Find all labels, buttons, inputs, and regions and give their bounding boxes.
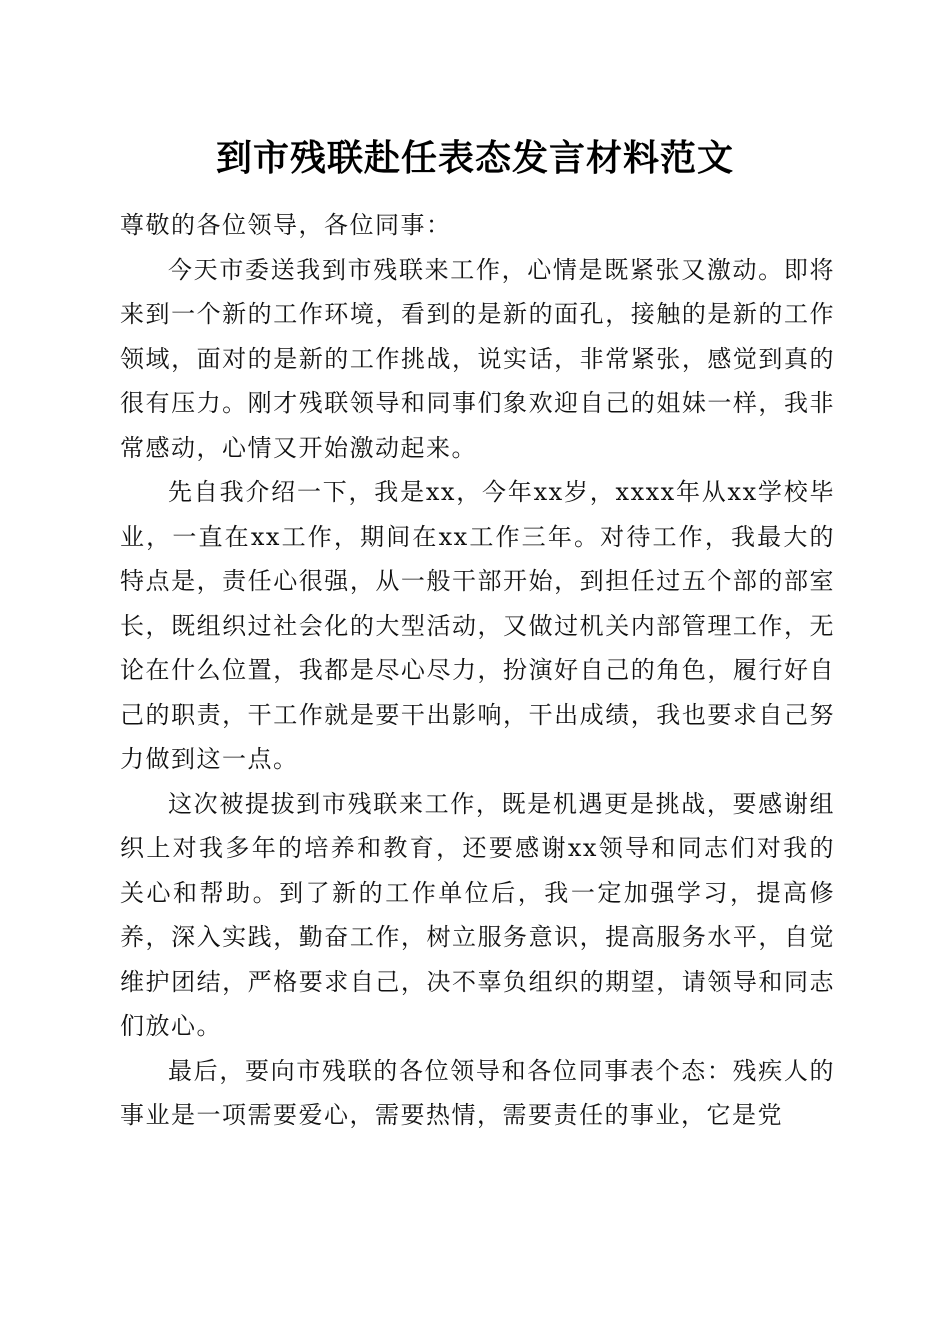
document-title: 到市残联赴任表态发言材料范文 <box>215 137 734 179</box>
paragraph-3: 这次被提拔到市残联来工作，既是机遇更是挑战，要感谢组织上对我多年的培养和教育，还要感谢xx领导和同志们对我的关心和帮助。到了新的工作单位后，我一定加强学习，提高修养，深入实践，勤奋工作，树立服务意识，提高服务水平，自觉维护团结，严格要求自己，决不辜负组织的期望，请领导和同志们放心。 <box>120 789 835 1040</box>
salutation: 尊敬的各位领导，各位同事： <box>120 211 452 239</box>
document-body <box>120 203 835 1138</box>
paragraph-2: 先自我介绍一下，我是xx，今年xx岁，xxxx年从xx学校毕业，一直在xx工作，期间在xx工作三年。对待工作，我最大的特点是，责任心很强，从一般干部开始，到担任过五个部的部室长，既组织过社会化的大型活动，又做过机关内部管理工作，无论在什么位置，我都是尽心尽力，扮演好自己的角色，履行好自己的职责，干工作就是要干出影响，干出成绩，我也要求自己努力做到这一点。 <box>120 478 835 773</box>
paragraph-1: 今天市委送我到市残联来工作，心情是既紧张又激动。即将来到一个新的工作环境，看到的是新的面孔，接触的是新的工作领域，面对的是新的工作挑战，说实话，非常紧张，感觉到真的很有压力。刚才残联领导和同事们象欢迎自己的姐妹一样，我非常感动，心情又开始激动起来。 <box>120 255 835 462</box>
paragraph-4: 最后，要向市残联的各位领导和各位同事表个态：残疾人的事业是一项需要爱心，需要热情，需要责任的事业，它是党 <box>120 1056 835 1129</box>
